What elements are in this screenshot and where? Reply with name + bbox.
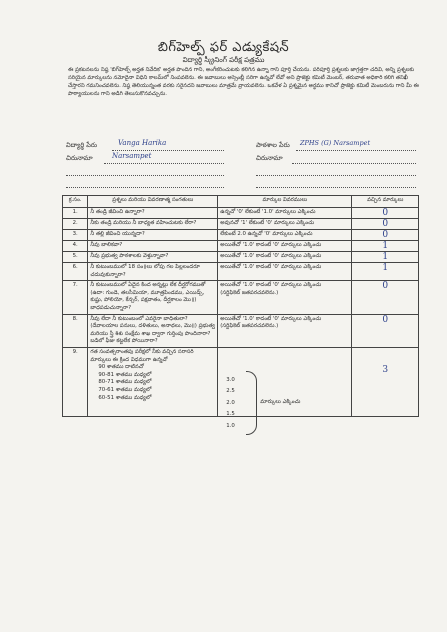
student-name-label: విద్యార్థి పేరు xyxy=(66,141,98,149)
row-question: గత సంవత్సరాంతపు పరీక్షలో నీకు వచ్చిన సరాసరి మార్కులు ఈ క్రింద విధముగా ఉన్నచో xyxy=(90,348,194,363)
percentage-line: 70-61 శాతము మధ్యలో xyxy=(98,386,152,393)
address-value: Narsampet xyxy=(112,152,152,160)
school-address-line[interactable] xyxy=(292,154,416,164)
table-header-row xyxy=(63,196,419,208)
instructions-tail: పాఠ్యాయులను గాని అడిగి తెలుసుకొనవచ్చును. xyxy=(68,91,167,98)
row-note: (సర్టిఫికెట్ జతపరచవలెను.) xyxy=(220,323,279,330)
row-question: నీవు లేదా నీ కుటుంబంలో ఎవరైనా బాధితులా? (దేవాలయాల పనులు, దళితులు, అనాథలు, మొ॥) ప్రభుత్వ మరియు స్త్రీ శిశు సంక్షేమ శాఖ ద్వారా గుర్తింపు పొందినారా? బడిలో ఫీజు కట్టలేక పోయినారా? xyxy=(88,314,218,347)
instructions-paragraph: ఈ ప్రకటనలను నిష్ఠ 'బిగ్‌హెల్ప్ అర్హత నివేదిక' అర్హత పొందిన గాని, అంగీకరించుటకు కలిగిన ఉన్నా గాని పూర్తి చేయను. పరిపూర్తి ప్రశ్నలకు జాగ్రత్తగా చదివి, అన్ని ప్రశ్నలకు సరియైన మార్కులను నమోదైనా విధిని కాలమ్‌లో నింపవలెను. ఈ జవాబులు అస్సెంబ్లీ సరిగా ఉన్నవో లేవో అని ప్రాజెక్టు కమిటీ మెంబర్, తరువాత అధికారి కలిగి తనిఖీ చేస్తారని గమనించవలెను. నిష్ఠ తెలియున్నంత వరకు సరైనదని జవాబులు మాత్రమే వ్రాయవలెను. ఒకవేళ ఏ ప్రశ్నమైన అర్థము కానిచో ప్రాజెక్టు కమిటీ మెంబరును గాని మీ ఈ xyxy=(68,67,419,90)
row-marks-rule: అయితేచో '1.0' కాదంటే '0' మార్కులు ఎక్కించు xyxy=(220,315,322,322)
address-field[interactable] xyxy=(66,154,93,164)
school-address-line-3[interactable] xyxy=(256,178,416,188)
row-question-cell xyxy=(88,347,218,416)
header-question: ప్రశ్నలు మరియు వివరణాత్మ సంగతులు xyxy=(88,196,218,208)
school-address-field[interactable] xyxy=(256,154,283,164)
row-number: 1. xyxy=(63,208,88,219)
address-label: చిరునామా xyxy=(66,154,93,162)
student-name-field[interactable] xyxy=(66,141,97,151)
address-line-2[interactable] xyxy=(66,166,224,176)
score-value: 2.0 xyxy=(226,399,235,406)
row-question: నీ కుటుంబములో ఏదైన కింద అన్నట్లు లేక దీర్ఘరోగముతో (ఉదా: గుండె, తలసీమియా, మూత్రపిండము, ఎయిడ్స్, కుష్టు, పోలియో, కేన్సర్, పక్షవాతం, దీర్ఘకాలం మొ॥) బాధపడుచున్నారా? xyxy=(88,281,218,314)
percentage-line: 60-51 శాతము మధ్యలో xyxy=(98,394,152,401)
row-score[interactable]: 0 xyxy=(352,219,419,230)
brace-label: మార్కులు ఎక్కించు xyxy=(260,398,301,405)
row-note: (సర్టిఫికెట్ జతపరచవలెను.) xyxy=(220,289,279,296)
row-marks-rule-cell xyxy=(218,281,352,314)
form-subtitle: విద్యార్థి స్క్రీనింగ్ పరీక్ష పత్రము xyxy=(182,56,265,64)
row-marks-rule: అయితేచో '1.0' కాదంటే '0' మార్కులు ఎక్కించు xyxy=(218,241,352,252)
row-score[interactable]: 0 xyxy=(352,230,419,241)
percentage-line: 90-81 శాతము మధ్యలో xyxy=(98,371,152,378)
header-marks-obtained: వచ్చిన మార్కులు xyxy=(352,196,419,208)
row-question: నీ తల్లి జీవించి యున్నదా? xyxy=(88,230,218,241)
table-row xyxy=(63,314,419,347)
row-marks-rule-cell xyxy=(218,347,352,429)
row-number: 7. xyxy=(63,281,88,314)
score-value: 1.5 xyxy=(226,411,235,418)
table-row xyxy=(63,252,419,263)
row-marks-rule: ఉన్నచో '0' లేకుంటే '1.0' మార్కులు ఎక్కించు xyxy=(218,208,352,219)
school-name-value: ZPHS (G) Narsampet xyxy=(300,139,371,147)
row-question: నీ కుటుంబములో 18 సం॥లు లోపు గల పిల్లలందరూ చదువుకున్నారా? xyxy=(88,263,218,281)
table-row xyxy=(63,230,419,241)
brace-shape xyxy=(246,371,257,435)
row-marks-rule: అయితేచో '1.0' కాదంటే '0' మార్కులు ఎక్కించు xyxy=(218,263,352,281)
percentage-line: 90 శాతము దాటినచో xyxy=(98,364,144,371)
row-number: 3. xyxy=(63,230,88,241)
row-score[interactable]: 0 xyxy=(352,281,419,314)
row-number: 9. xyxy=(63,347,88,416)
table-row xyxy=(63,347,419,416)
score-values xyxy=(226,375,235,433)
row-number: 2. xyxy=(63,219,88,230)
header-serial: క్ర.సం. xyxy=(63,196,88,208)
row-score[interactable]: 3 xyxy=(352,347,419,416)
percentage-list xyxy=(90,364,215,402)
school-address-line-2[interactable] xyxy=(256,166,416,176)
score-value: 1.0 xyxy=(226,422,235,429)
row-score[interactable]: 1 xyxy=(352,252,419,263)
table-row xyxy=(63,208,419,219)
address-line-3[interactable] xyxy=(66,178,224,188)
school-name-label: పాఠశాల పేరు xyxy=(256,141,290,149)
header-marks-detail: మార్కుల వివరములు xyxy=(218,196,352,208)
score-scale xyxy=(220,349,349,429)
row-score[interactable]: 0 xyxy=(352,208,419,219)
questions-table xyxy=(62,195,419,429)
instructions-block xyxy=(68,66,420,98)
table-row xyxy=(63,263,419,281)
score-value: 3.0 xyxy=(226,376,235,383)
table-row xyxy=(63,241,419,252)
row-marks-rule: లేకుంటే 2.0 ఉన్నచో '0' మార్కులు ఎక్కించు xyxy=(218,230,352,241)
row-marks-rule: అయితేచో '1.0' కాదంటే '0' మార్కులు ఎక్కించు xyxy=(218,252,352,263)
row-score[interactable]: 1 xyxy=(352,241,419,252)
row-marks-rule: అయితేచో '1.0' కాదంటే '0' మార్కులు ఎక్కించు xyxy=(220,282,322,289)
row-number: 6. xyxy=(63,263,88,281)
row-number: 5. xyxy=(63,252,88,263)
row-question: నీవు ప్రభుత్వ పాఠశాలకు వెళ్తున్నావా? xyxy=(88,252,218,263)
row-marks-rule-cell xyxy=(218,314,352,347)
row-question: నీవు బాలికవా? xyxy=(88,241,218,252)
table-row xyxy=(63,281,419,314)
row-number: 4. xyxy=(63,241,88,252)
percentage-line: 80-71 శాతము మధ్యలో xyxy=(98,379,152,386)
row-question: నీకు తండ్రి మరియు నీ బాధ్యత వహించుటకు లేరా? xyxy=(88,219,218,230)
row-score[interactable]: 1 xyxy=(352,263,419,281)
table-row xyxy=(63,219,419,230)
row-number: 8. xyxy=(63,314,88,347)
row-question: నీ తండ్రి జీవించి ఉన్నారా? xyxy=(88,208,218,219)
school-name-field[interactable] xyxy=(256,141,290,151)
form-title: బిగ్‌హెల్ప్ ఫర్ ఎడ్యుకేషన్ xyxy=(157,40,290,55)
row-score[interactable]: 0 xyxy=(352,314,419,347)
student-name-value: Vanga Harika xyxy=(118,139,167,147)
row-marks-rule: అవునచో '1' లేకుంటే '0' మార్కులు ఎక్కించు xyxy=(218,219,352,230)
score-value: 2.5 xyxy=(226,388,235,395)
school-address-label: చిరునామా xyxy=(256,154,283,162)
